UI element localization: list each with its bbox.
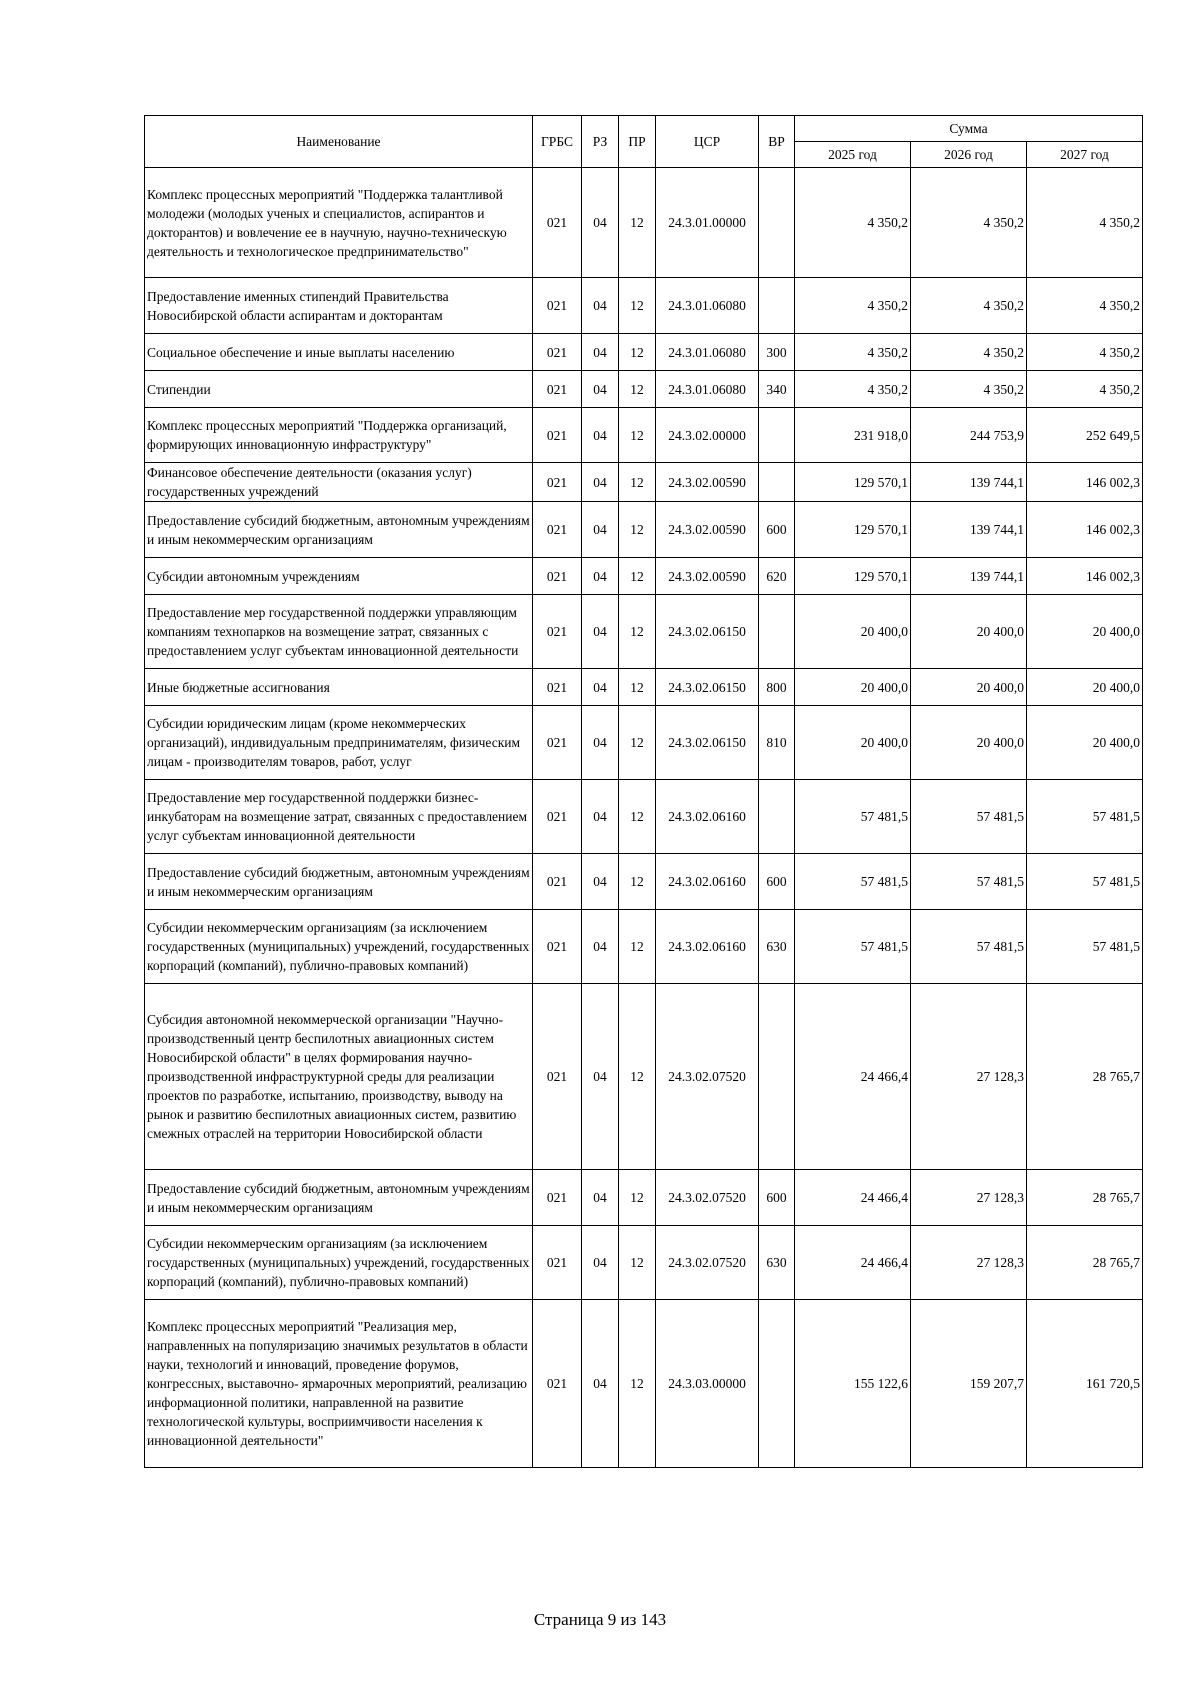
cell-sum-2027: 57 481,5 (1027, 910, 1143, 984)
cell-grbs: 021 (533, 463, 582, 502)
cell-pr: 12 (619, 408, 656, 463)
table-row (145, 595, 1143, 669)
cell-pr: 12 (619, 371, 656, 408)
cell-name: Комплекс процессных мероприятий "Поддержка организаций, формирующих инновационную инфраструктуру" (145, 408, 533, 463)
cell-name: Предоставление мер государственной поддержки управляющим компаниям технопарков на возмещение затрат, связанных с предоставлением услуг субъектам инновационной деятельности (145, 595, 533, 669)
cell-csr: 24.3.03.00000 (656, 1300, 759, 1468)
cell-rz: 04 (582, 558, 619, 595)
cell-csr: 24.3.02.00590 (656, 502, 759, 558)
cell-sum-2027: 28 765,7 (1027, 1170, 1143, 1226)
table-row (145, 1226, 1143, 1300)
cell-sum-2026: 20 400,0 (911, 595, 1027, 669)
cell-grbs: 021 (533, 1226, 582, 1300)
cell-vr (759, 595, 795, 669)
cell-pr: 12 (619, 168, 656, 278)
cell-name: Предоставление субсидий бюджетным, автономным учреждениям и иным некоммерческим организациям (145, 502, 533, 558)
cell-sum-2025: 231 918,0 (795, 408, 911, 463)
cell-csr: 24.3.02.00590 (656, 558, 759, 595)
header-rz: РЗ (582, 116, 619, 168)
cell-sum-2027: 28 765,7 (1027, 1226, 1143, 1300)
cell-name: Субсидия автономной некоммерческой организации "Научно-производственный центр беспилотных авиационных систем Новосибирской области" в целях формирования научно-производственной инфраструктурной среды для реализации проектов по разработке, испытанию, производству, выводу на рынок и развитию беспилотных авиационных систем, развитию смежных отраслей на территории Новосибирской области (145, 984, 533, 1170)
table-row (145, 558, 1143, 595)
cell-vr (759, 780, 795, 854)
cell-rz: 04 (582, 984, 619, 1170)
table-row (145, 371, 1143, 408)
cell-grbs: 021 (533, 168, 582, 278)
cell-sum-2026: 20 400,0 (911, 706, 1027, 780)
cell-sum-2026: 244 753,9 (911, 408, 1027, 463)
cell-vr (759, 168, 795, 278)
cell-name: Иные бюджетные ассигнования (145, 669, 533, 706)
cell-grbs: 021 (533, 854, 582, 910)
cell-sum-2027: 20 400,0 (1027, 595, 1143, 669)
cell-vr: 600 (759, 502, 795, 558)
header-year-2025: 2025 год (795, 142, 911, 168)
cell-sum-2027: 252 649,5 (1027, 408, 1143, 463)
cell-grbs: 021 (533, 910, 582, 984)
cell-sum-2025: 57 481,5 (795, 780, 911, 854)
cell-name: Субсидии некоммерческим организациям (за исключением государственных (муниципальных) учреждений, государственных корпораций (компаний), публично-правовых компаний) (145, 1226, 533, 1300)
cell-csr: 24.3.01.06080 (656, 278, 759, 334)
table-row (145, 463, 1143, 502)
cell-rz: 04 (582, 669, 619, 706)
cell-sum-2025: 20 400,0 (795, 595, 911, 669)
cell-vr (759, 984, 795, 1170)
cell-sum-2027: 4 350,2 (1027, 168, 1143, 278)
cell-sum-2025: 20 400,0 (795, 706, 911, 780)
cell-sum-2026: 159 207,7 (911, 1300, 1027, 1468)
cell-pr: 12 (619, 984, 656, 1170)
cell-grbs: 021 (533, 1170, 582, 1226)
cell-rz: 04 (582, 334, 619, 371)
cell-grbs: 021 (533, 669, 582, 706)
cell-sum-2025: 4 350,2 (795, 334, 911, 371)
cell-sum-2025: 4 350,2 (795, 168, 911, 278)
cell-sum-2025: 129 570,1 (795, 463, 911, 502)
cell-csr: 24.3.02.06160 (656, 910, 759, 984)
page-number: Страница 9 из 143 (533, 1610, 667, 1629)
cell-vr (759, 463, 795, 502)
cell-sum-2025: 129 570,1 (795, 502, 911, 558)
cell-rz: 04 (582, 1170, 619, 1226)
cell-rz: 04 (582, 1226, 619, 1300)
cell-rz: 04 (582, 1300, 619, 1468)
cell-grbs: 021 (533, 278, 582, 334)
cell-vr (759, 408, 795, 463)
cell-csr: 24.3.02.07520 (656, 1170, 759, 1226)
cell-rz: 04 (582, 371, 619, 408)
cell-name: Субсидии автономным учреждениям (145, 558, 533, 595)
cell-name: Предоставление мер государственной поддержки бизнес-инкубаторам на возмещение затрат, связанных с предоставлением услуг субъектам инновационной деятельности (145, 780, 533, 854)
header-csr: ЦСР (656, 116, 759, 168)
cell-sum-2026: 27 128,3 (911, 984, 1027, 1170)
cell-rz: 04 (582, 595, 619, 669)
header-vr: ВР (759, 116, 795, 168)
cell-sum-2026: 4 350,2 (911, 278, 1027, 334)
cell-rz: 04 (582, 780, 619, 854)
cell-grbs: 021 (533, 334, 582, 371)
cell-sum-2026: 4 350,2 (911, 334, 1027, 371)
cell-sum-2026: 139 744,1 (911, 558, 1027, 595)
cell-rz: 04 (582, 854, 619, 910)
header-year-2027: 2027 год (1027, 142, 1143, 168)
table-row (145, 278, 1143, 334)
header-name: Наименование (145, 116, 533, 168)
cell-pr: 12 (619, 669, 656, 706)
cell-sum-2025: 24 466,4 (795, 1226, 911, 1300)
cell-csr: 24.3.02.07520 (656, 1226, 759, 1300)
cell-vr: 600 (759, 1170, 795, 1226)
cell-rz: 04 (582, 502, 619, 558)
cell-grbs: 021 (533, 595, 582, 669)
cell-name: Предоставление именных стипендий Правительства Новосибирской области аспирантам и докторантам (145, 278, 533, 334)
table-row (145, 334, 1143, 371)
table-row (145, 854, 1143, 910)
cell-vr: 300 (759, 334, 795, 371)
cell-sum-2027: 20 400,0 (1027, 706, 1143, 780)
cell-csr: 24.3.01.06080 (656, 334, 759, 371)
cell-sum-2026: 27 128,3 (911, 1226, 1027, 1300)
cell-grbs: 021 (533, 780, 582, 854)
cell-name: Предоставление субсидий бюджетным, автономным учреждениям и иным некоммерческим организациям (145, 1170, 533, 1226)
header-grbs: ГРБС (533, 116, 582, 168)
cell-sum-2026: 4 350,2 (911, 371, 1027, 408)
table-row (145, 910, 1143, 984)
table-row (145, 984, 1143, 1170)
cell-sum-2025: 4 350,2 (795, 278, 911, 334)
cell-sum-2025: 24 466,4 (795, 1170, 911, 1226)
cell-sum-2026: 4 350,2 (911, 168, 1027, 278)
cell-sum-2026: 20 400,0 (911, 669, 1027, 706)
cell-name: Комплекс процессных мероприятий "Поддержка талантливой молодежи (молодых ученых и специалистов, аспирантов и докторантов) и вовлечение ее в научную, научно-техническую деятельность и технологическое предпринимательство" (145, 168, 533, 278)
cell-csr: 24.3.02.06150 (656, 595, 759, 669)
cell-grbs: 021 (533, 558, 582, 595)
table-row (145, 706, 1143, 780)
header-pr: ПР (619, 116, 656, 168)
cell-pr: 12 (619, 910, 656, 984)
cell-csr: 24.3.02.00590 (656, 463, 759, 502)
cell-sum-2027: 146 002,3 (1027, 502, 1143, 558)
cell-sum-2026: 139 744,1 (911, 502, 1027, 558)
cell-sum-2025: 57 481,5 (795, 910, 911, 984)
cell-pr: 12 (619, 1300, 656, 1468)
table-row (145, 168, 1143, 278)
cell-vr: 630 (759, 1226, 795, 1300)
table-row (145, 408, 1143, 463)
budget-table (144, 115, 1143, 1468)
table-body (145, 168, 1143, 1468)
cell-pr: 12 (619, 780, 656, 854)
table-row (145, 502, 1143, 558)
cell-vr: 620 (759, 558, 795, 595)
header-sum: Сумма (795, 116, 1143, 142)
cell-pr: 12 (619, 502, 656, 558)
cell-vr (759, 278, 795, 334)
cell-pr: 12 (619, 1226, 656, 1300)
cell-sum-2027: 4 350,2 (1027, 334, 1143, 371)
cell-rz: 04 (582, 408, 619, 463)
cell-pr: 12 (619, 558, 656, 595)
cell-sum-2027: 146 002,3 (1027, 463, 1143, 502)
cell-sum-2027: 4 350,2 (1027, 371, 1143, 408)
cell-name: Комплекс процессных мероприятий "Реализация мер, направленных на популяризацию значимых результатов в области науки, технологий и инноваций, проведение форумов, конгрессных, выставочно- ярмарочных мероприятий, реализацию информационной политики, направленной на развитие технологической культуры, восприимчивости населения к инновационной деятельности" (145, 1300, 533, 1468)
cell-csr: 24.3.02.06160 (656, 854, 759, 910)
cell-sum-2027: 4 350,2 (1027, 278, 1143, 334)
cell-grbs: 021 (533, 502, 582, 558)
cell-name: Субсидии юридическим лицам (кроме некоммерческих организаций), индивидуальным предпринимателям, физическим лицам - производителям товаров, работ, услуг (145, 706, 533, 780)
cell-name: Предоставление субсидий бюджетным, автономным учреждениям и иным некоммерческим организациям (145, 854, 533, 910)
cell-vr (759, 1300, 795, 1468)
cell-pr: 12 (619, 334, 656, 371)
cell-grbs: 021 (533, 371, 582, 408)
cell-pr: 12 (619, 595, 656, 669)
cell-name: Стипендии (145, 371, 533, 408)
cell-sum-2025: 57 481,5 (795, 854, 911, 910)
cell-sum-2025: 129 570,1 (795, 558, 911, 595)
cell-vr: 600 (759, 854, 795, 910)
cell-rz: 04 (582, 706, 619, 780)
cell-vr: 630 (759, 910, 795, 984)
cell-csr: 24.3.02.07520 (656, 984, 759, 1170)
cell-csr: 24.3.02.06150 (656, 706, 759, 780)
cell-pr: 12 (619, 1170, 656, 1226)
cell-sum-2025: 4 350,2 (795, 371, 911, 408)
cell-pr: 12 (619, 278, 656, 334)
cell-name: Социальное обеспечение и иные выплаты населению (145, 334, 533, 371)
cell-name: Финансовое обеспечение деятельности (оказания услуг) государственных учреждений (145, 463, 533, 502)
cell-sum-2026: 57 481,5 (911, 780, 1027, 854)
cell-csr: 24.3.01.00000 (656, 168, 759, 278)
cell-sum-2027: 146 002,3 (1027, 558, 1143, 595)
cell-rz: 04 (582, 463, 619, 502)
cell-rz: 04 (582, 278, 619, 334)
cell-vr: 810 (759, 706, 795, 780)
cell-csr: 24.3.02.06160 (656, 780, 759, 854)
cell-sum-2027: 57 481,5 (1027, 854, 1143, 910)
cell-sum-2025: 24 466,4 (795, 984, 911, 1170)
cell-rz: 04 (582, 168, 619, 278)
cell-grbs: 021 (533, 1300, 582, 1468)
cell-sum-2027: 28 765,7 (1027, 984, 1143, 1170)
header-row-top (145, 116, 1143, 142)
cell-vr: 800 (759, 669, 795, 706)
table-row (145, 1300, 1143, 1468)
budget-table-container (144, 115, 1142, 1468)
cell-sum-2026: 139 744,1 (911, 463, 1027, 502)
cell-grbs: 021 (533, 984, 582, 1170)
cell-vr: 340 (759, 371, 795, 408)
cell-pr: 12 (619, 706, 656, 780)
table-row (145, 669, 1143, 706)
cell-csr: 24.3.02.00000 (656, 408, 759, 463)
cell-csr: 24.3.01.06080 (656, 371, 759, 408)
cell-name: Субсидии некоммерческим организациям (за исключением государственных (муниципальных) учреждений, государственных корпораций (компаний), публично-правовых компаний) (145, 910, 533, 984)
cell-pr: 12 (619, 463, 656, 502)
cell-sum-2027: 161 720,5 (1027, 1300, 1143, 1468)
cell-grbs: 021 (533, 706, 582, 780)
cell-sum-2026: 57 481,5 (911, 854, 1027, 910)
cell-csr: 24.3.02.06150 (656, 669, 759, 706)
header-year-2026: 2026 год (911, 142, 1027, 168)
cell-sum-2025: 155 122,6 (795, 1300, 911, 1468)
table-row (145, 1170, 1143, 1226)
cell-grbs: 021 (533, 408, 582, 463)
cell-sum-2025: 20 400,0 (795, 669, 911, 706)
table-row (145, 780, 1143, 854)
cell-pr: 12 (619, 854, 656, 910)
cell-sum-2026: 27 128,3 (911, 1170, 1027, 1226)
cell-sum-2026: 57 481,5 (911, 910, 1027, 984)
cell-rz: 04 (582, 910, 619, 984)
cell-sum-2027: 20 400,0 (1027, 669, 1143, 706)
cell-sum-2027: 57 481,5 (1027, 780, 1143, 854)
